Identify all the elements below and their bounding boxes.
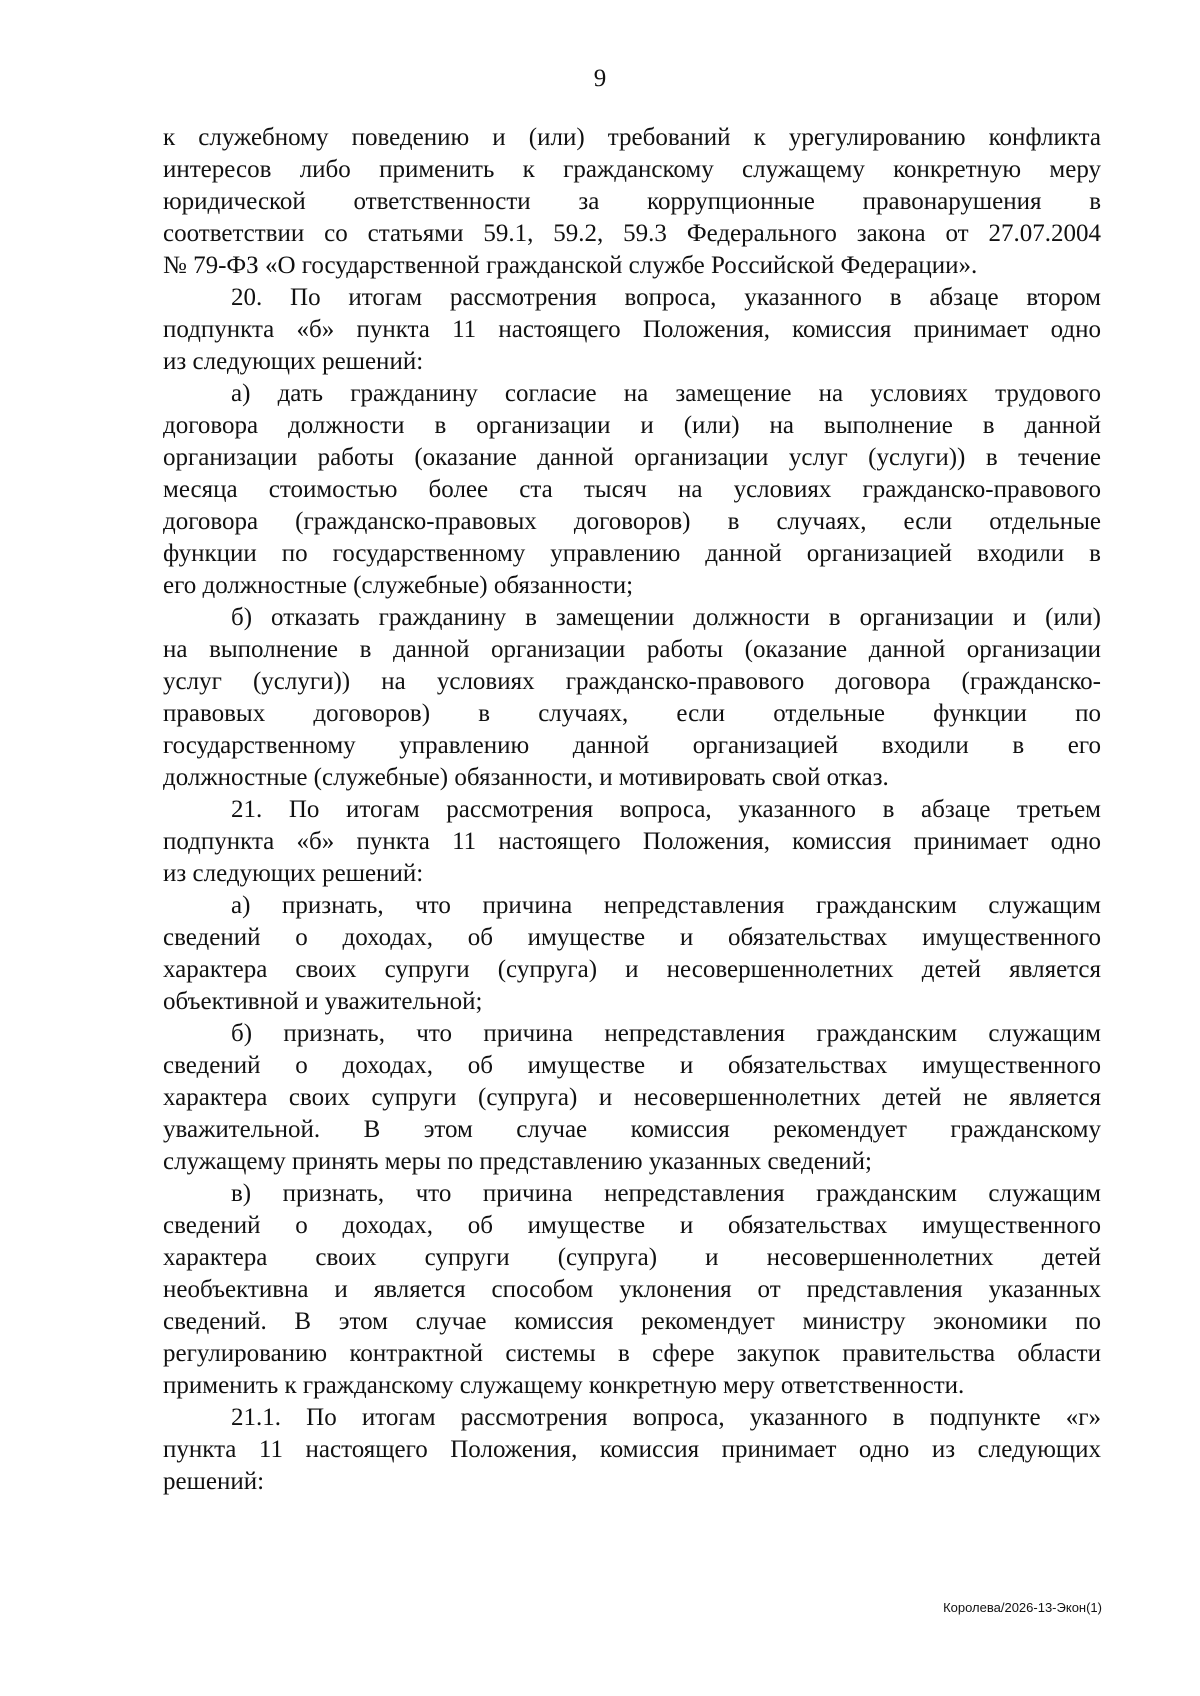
text-line: месяца стоимостью более ста тысяч на условиях гражданско-правового [163,476,1101,503]
text-line: а) дать гражданину согласие на замещение на условиях трудового [231,380,1101,407]
text-line: государственному управлению данной организацией входили в его [163,732,1101,759]
text-line: на выполнение в данной организации работы (оказание данной организации [163,636,1101,663]
text-line: служащему принять меры по представлению указанных сведений; [163,1148,872,1175]
text-line: должностные (служебные) обязанности, и мотивировать свой отказ. [163,764,889,791]
text-line: интересов либо применить к гражданскому служащему конкретную меру [163,156,1101,183]
text-line: характера своих супруги (супруга) и несовершеннолетних детей не является [163,1084,1101,1111]
text-line: в) признать, что причина непредставления гражданским служащим [231,1180,1101,1207]
text-line: сведений о доходах, об имуществе и обязательствах имущественного [163,1052,1101,1079]
text-line: из следующих решений: [163,348,424,375]
text-line: сведений. В этом случае комиссия рекомендует министру экономики по [163,1308,1101,1335]
text-line: б) признать, что причина непредставления гражданским служащим [231,1020,1101,1047]
text-line: регулированию контрактной системы в сфере закупок правительства области [163,1340,1101,1367]
text-line: к служебному поведению и (или) требований к урегулированию конфликта [163,124,1101,151]
text-line: функции по государственному управлению данной организацией входили в [163,540,1101,567]
text-line: 21.1. По итогам рассмотрения вопроса, указанного в подпункте «г» [231,1404,1101,1431]
text-line: сведений о доходах, об имуществе и обязательствах имущественного [163,1212,1101,1239]
page-number: 9 [593,65,607,92]
text-line: его должностные (служебные) обязанности; [163,572,634,599]
document-footer-code: Королева/2026-13-Экон(1) [943,1600,1102,1615]
text-line: б) отказать гражданину в замещении должности в организации и (или) [231,604,1101,631]
text-line: из следующих решений: [163,860,424,887]
text-line: юридической ответственности за коррупционные правонарушения в [163,188,1101,215]
text-line: пункта 11 настоящего Положения, комиссия принимает одно из следующих [163,1436,1101,1463]
text-line: договора (гражданско-правовых договоров) в случаях, если отдельные [163,508,1101,535]
text-line: необъективна и является способом уклонения от представления указанных [163,1276,1101,1303]
text-line: сведений о доходах, об имуществе и обязательствах имущественного [163,924,1101,951]
text-line: договора должности в организации и (или) на выполнение в данной [163,412,1101,439]
text-line: подпункта «б» пункта 11 настоящего Положения, комиссия принимает одно [163,828,1101,855]
text-line: решений: [163,1468,265,1495]
text-line: характера своих супруги (супруга) и несовершеннолетних детей [163,1244,1101,1271]
text-line: 20. По итогам рассмотрения вопроса, указанного в абзаце втором [231,284,1101,311]
text-line: характера своих супруги (супруга) и несовершеннолетних детей является [163,956,1101,983]
text-line: а) признать, что причина непредставления гражданским служащим [231,892,1101,919]
text-line: правовых договоров) в случаях, если отдельные функции по [163,700,1101,727]
text-line: применить к гражданскому служащему конкретную меру ответственности. [163,1372,965,1399]
text-line: объективной и уважительной; [163,988,483,1015]
text-line: 21. По итогам рассмотрения вопроса, указанного в абзаце третьем [231,796,1101,823]
text-line: подпункта «б» пункта 11 настоящего Положения, комиссия принимает одно [163,316,1101,343]
text-line: соответствии со статьями 59.1, 59.2, 59.3 Федерального закона от 27.07.2004 [163,220,1101,247]
document-body [163,122,1101,1498]
text-line: № 79-ФЗ «О государственной гражданской службе Российской Федерации». [163,252,978,279]
text-line: организации работы (оказание данной организации услуг (услуги)) в течение [163,444,1101,471]
text-line: услуг (услуги)) на условиях гражданско-правового договора (гражданско- [163,668,1101,695]
text-line: уважительной. В этом случае комиссия рекомендует гражданскому [163,1116,1101,1143]
